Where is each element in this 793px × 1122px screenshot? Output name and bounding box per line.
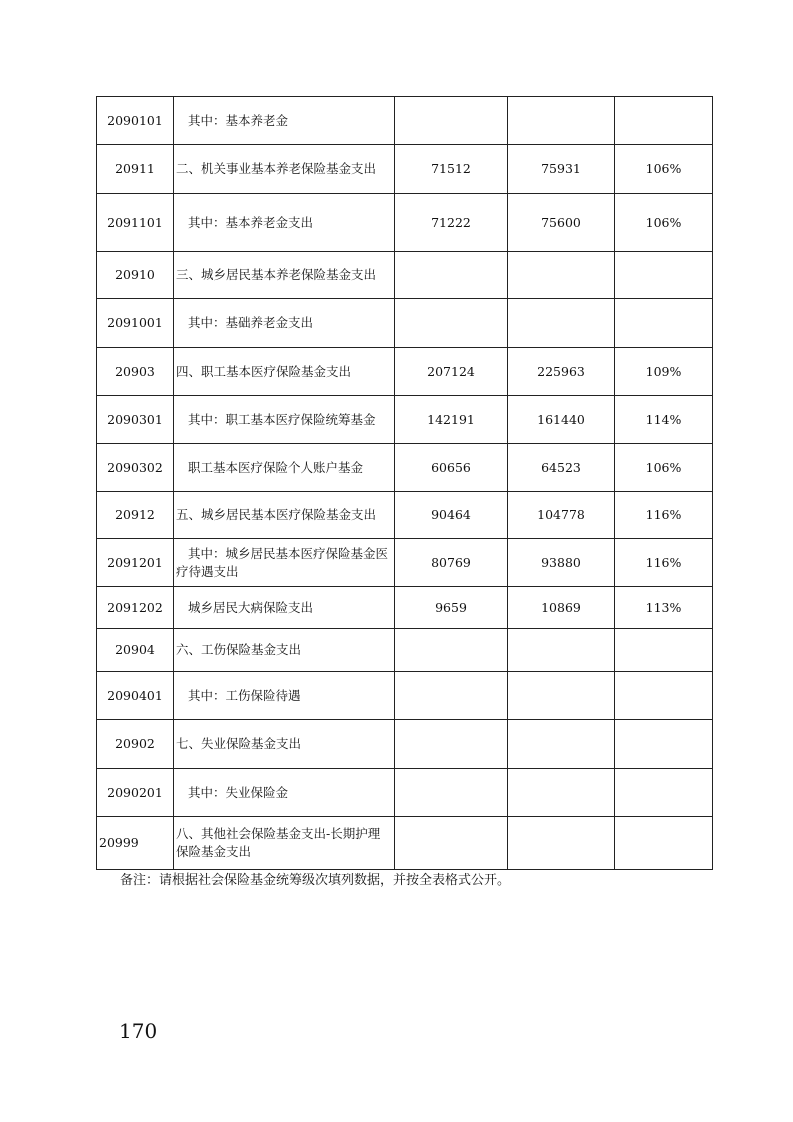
row-actual: 225963: [508, 348, 615, 396]
row-item: 其中：基础养老金支出: [174, 299, 395, 348]
row-item: 其中：失业保险金: [174, 769, 395, 817]
row-item: 三、城乡居民基本养老保险基金支出: [174, 252, 395, 299]
row-actual: [508, 252, 615, 299]
row-code: 2090301: [97, 396, 174, 444]
row-code: 20910: [97, 252, 174, 299]
row-actual: 64523: [508, 444, 615, 492]
row-item: 二、机关事业基本养老保险基金支出: [174, 145, 395, 194]
row-ratio: [615, 629, 713, 672]
row-budget: 60656: [395, 444, 508, 492]
row-budget: [395, 629, 508, 672]
table-row: [97, 539, 713, 587]
row-budget: [395, 672, 508, 720]
row-item: 其中：城乡居民基本医疗保险基金医疗待遇支出: [174, 539, 395, 587]
table-row: [97, 720, 713, 769]
table-row: [97, 769, 713, 817]
row-budget: 9659: [395, 587, 508, 629]
row-budget: [395, 252, 508, 299]
row-ratio: [615, 97, 713, 145]
row-actual: [508, 769, 615, 817]
row-budget: 71222: [395, 194, 508, 252]
row-actual: [508, 97, 615, 145]
row-code: 2090101: [97, 97, 174, 145]
row-budget: [395, 817, 508, 870]
table-row: [97, 252, 713, 299]
row-ratio: 114%: [615, 396, 713, 444]
row-budget: 142191: [395, 396, 508, 444]
row-budget: [395, 720, 508, 769]
row-item: 其中：职工基本医疗保险统筹基金: [174, 396, 395, 444]
table-row: [97, 629, 713, 672]
row-code: 2090401: [97, 672, 174, 720]
row-ratio: [615, 252, 713, 299]
row-budget: 71512: [395, 145, 508, 194]
table-row: [97, 672, 713, 720]
row-code: 2091201: [97, 539, 174, 587]
row-actual: [508, 629, 615, 672]
row-actual: 104778: [508, 492, 615, 539]
footnote: 备注：请根据社会保险基金统筹级次填列数据，并按全表格式公开。: [120, 873, 511, 888]
row-ratio: [615, 720, 713, 769]
row-actual: 93880: [508, 539, 615, 587]
row-code: 2090302: [97, 444, 174, 492]
table-row: [97, 145, 713, 194]
table-row: [97, 492, 713, 539]
row-code: 20904: [97, 629, 174, 672]
row-budget: 80769: [395, 539, 508, 587]
row-code: 2090201: [97, 769, 174, 817]
row-actual: 75931: [508, 145, 615, 194]
row-actual: [508, 299, 615, 348]
row-code: 20911: [97, 145, 174, 194]
table-row: [97, 396, 713, 444]
row-code: 20902: [97, 720, 174, 769]
row-item: 四、职工基本医疗保险基金支出: [174, 348, 395, 396]
row-ratio: 116%: [615, 492, 713, 539]
row-ratio: [615, 672, 713, 720]
table-row: [97, 587, 713, 629]
row-code: 2091001: [97, 299, 174, 348]
row-item: 七、失业保险基金支出: [174, 720, 395, 769]
table-row: [97, 194, 713, 252]
row-ratio: 106%: [615, 444, 713, 492]
row-budget: [395, 769, 508, 817]
row-budget: 207124: [395, 348, 508, 396]
row-item: 城乡居民大病保险支出: [174, 587, 395, 629]
row-ratio: [615, 299, 713, 348]
row-item: 其中：工伤保险待遇: [174, 672, 395, 720]
row-actual: [508, 720, 615, 769]
page-number: 170: [119, 1019, 158, 1043]
expenditure-table: [96, 96, 713, 870]
row-ratio: 113%: [615, 587, 713, 629]
row-item: 六、工伤保险基金支出: [174, 629, 395, 672]
row-ratio: 106%: [615, 194, 713, 252]
row-budget: [395, 97, 508, 145]
table-row: [97, 299, 713, 348]
row-actual: 75600: [508, 194, 615, 252]
row-ratio: 109%: [615, 348, 713, 396]
row-item: 其中：基本养老金: [174, 97, 395, 145]
row-code: 20903: [97, 348, 174, 396]
row-code: 20912: [97, 492, 174, 539]
row-ratio: 106%: [615, 145, 713, 194]
row-ratio: [615, 817, 713, 870]
row-item: 其中：基本养老金支出: [174, 194, 395, 252]
row-ratio: [615, 769, 713, 817]
row-budget: [395, 299, 508, 348]
row-budget: 90464: [395, 492, 508, 539]
row-actual: [508, 672, 615, 720]
table-row: [97, 97, 713, 145]
row-actual: 10869: [508, 587, 615, 629]
row-actual: 161440: [508, 396, 615, 444]
table-row: [97, 444, 713, 492]
table-row: [97, 817, 713, 870]
table-row: [97, 348, 713, 396]
row-ratio: 116%: [615, 539, 713, 587]
row-code: 2091202: [97, 587, 174, 629]
row-actual: [508, 817, 615, 870]
row-item: 五、城乡居民基本医疗保险基金支出: [174, 492, 395, 539]
row-item: 职工基本医疗保险个人账户基金: [174, 444, 395, 492]
row-item: 八、其他社会保险基金支出-长期护理保险基金支出: [174, 817, 395, 870]
row-code: 2091101: [97, 194, 174, 252]
row-code: 20999: [97, 817, 174, 870]
